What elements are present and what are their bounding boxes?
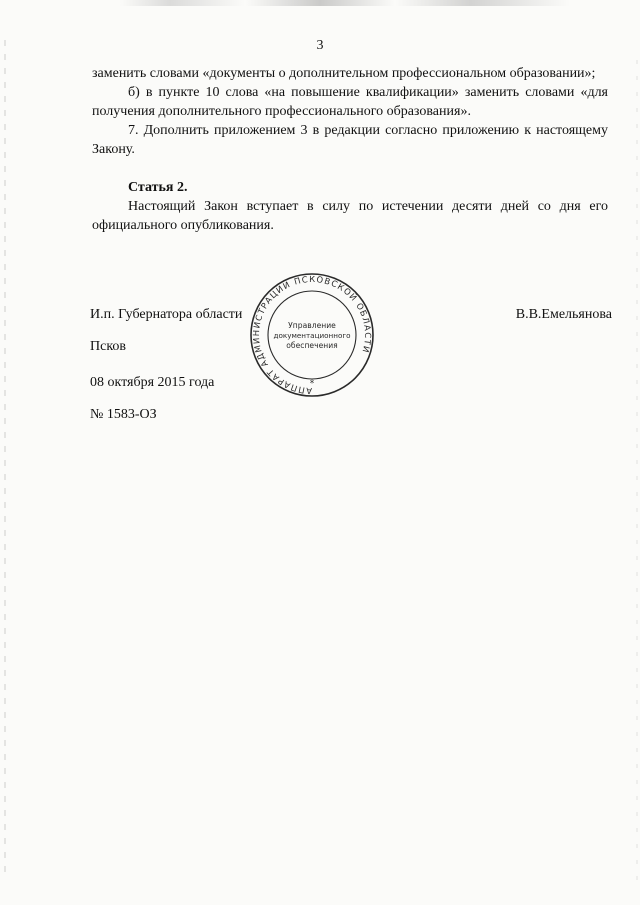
paragraph-amendment-continuation: заменить словами «документы о дополнительном профессиональном образовании»;	[92, 66, 596, 81]
scan-artifact-left	[4, 40, 6, 880]
document-body	[92, 64, 608, 235]
article-text: Настоящий Закон вступает в силу по истечении десяти дней со дня его официального опубликования.	[92, 199, 608, 233]
svg-text:*: *	[309, 379, 315, 389]
spacer	[92, 159, 608, 178]
svg-text:документационного: документационного	[273, 331, 351, 340]
svg-text:АППАРАТ АДМИНИСТРАЦИИ ПСКОВСКО: АППАРАТ АДМИНИСТРАЦИИ ПСКОВСКОЙ ОБЛАСТИ	[250, 273, 374, 397]
scan-artifact-right	[636, 60, 638, 880]
paragraph-amendment-7: 7. Дополнить приложением 3 в редакции согласно приложению к настоящему Закону.	[92, 123, 608, 157]
article-heading: Статья 2.	[128, 180, 188, 195]
signing-date: 08 октября 2015 года	[90, 375, 215, 390]
place-of-signing: Псков	[90, 339, 127, 354]
signatory-name: В.В.Емельянова	[515, 307, 612, 322]
scan-artifact-top	[120, 0, 620, 6]
official-seal	[249, 268, 375, 400]
signatory-position: И.п. Губернатора области	[90, 307, 243, 322]
law-number: № 1583-ОЗ	[90, 407, 157, 422]
svg-text:обеспечения: обеспечения	[286, 341, 338, 350]
paragraph-amendment-b: б) в пункте 10 слова «на повышение квалификации» заменить словами «для получения дополнительного профессионального образования».	[92, 85, 608, 119]
page-number: 3	[316, 38, 324, 53]
svg-text:Управление: Управление	[288, 321, 336, 330]
